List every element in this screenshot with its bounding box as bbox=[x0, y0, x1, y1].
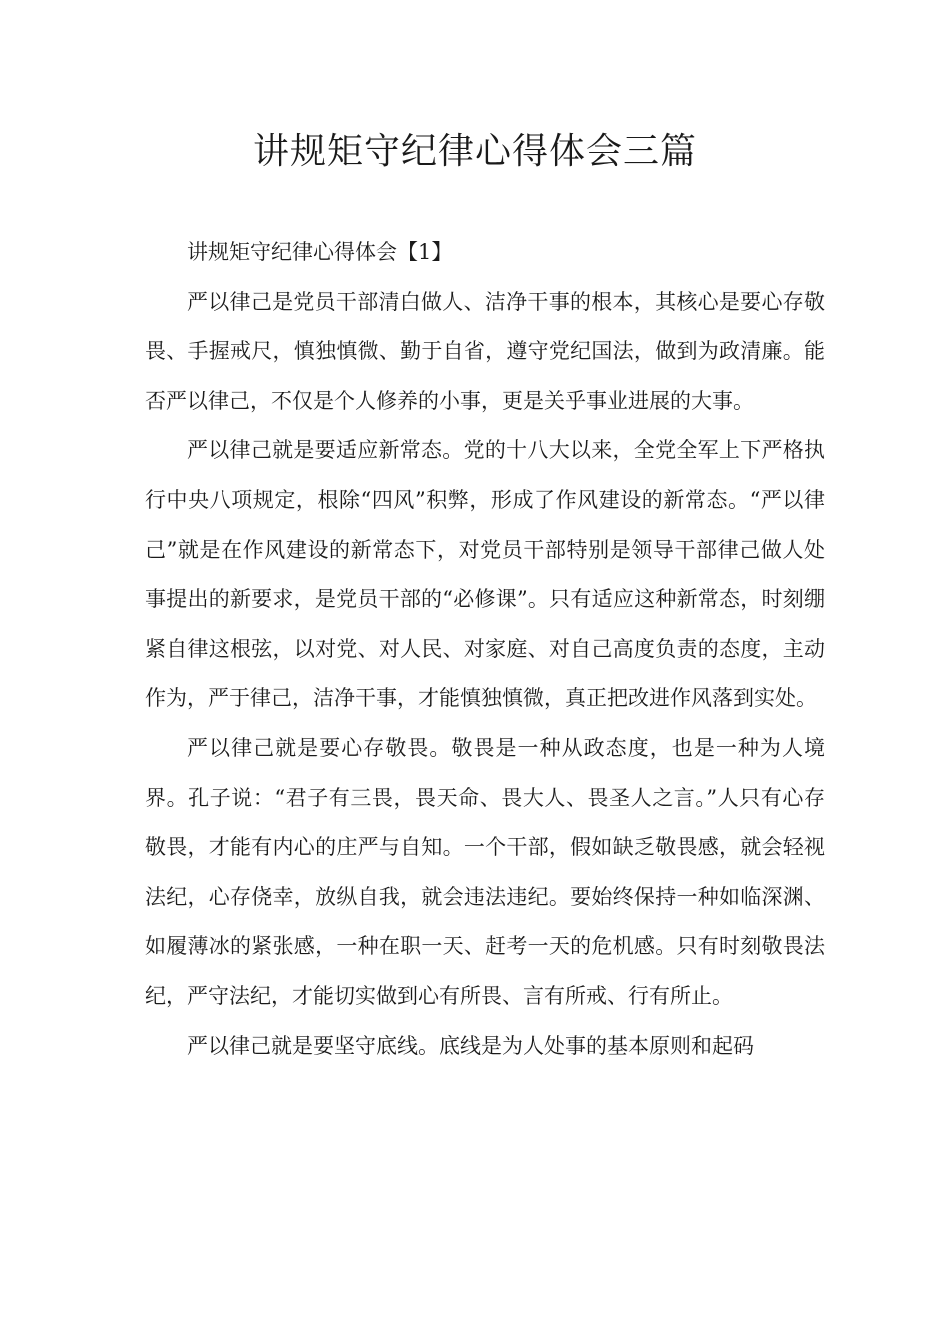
paragraph-2: 严以律己就是要适应新常态。党的十八大以来，全党全军上下严格执行中央八项规定，根除“四风”积弊，形成了作风建设的新常态。“严以律己”就是在作风建设的新常态下，对党员干部特别是领导干部律己做人处事提出的新要求，是党员干部的“必修课”。只有适应这种新常态，时刻绷紧自律这根弦，以对党、对人民、对家庭、对自己高度负责的态度，主动作为，严于律己，洁净干事，才能慎独慎微，真正把改进作风落到实处。 bbox=[145, 438, 825, 711]
paragraph-1: 严以律己是党员干部清白做人、洁净干事的根本，其核心是要心存敬畏、手握戒尺，慎独慎微、勤于自省，遵守党纪国法，做到为政清廉。能否严以律己，不仅是个人修养的小事，更是关乎事业进展的大事。 bbox=[145, 289, 825, 413]
document-title: 讲规矩守纪律心得体会三篇 bbox=[252, 131, 697, 172]
section-heading: 讲规矩守纪律心得体会【1】 bbox=[187, 240, 453, 264]
paragraph-3: 严以律己就是要心存敬畏。敬畏是一种从政态度，也是一种为人境界。孔子说：“君子有三畏，畏天命、畏大人、畏圣人之言。”人只有心存敬畏，才能有内心的庄严与自知。一个干部，假如缺乏敬畏感，就会轻视法纪，心存侥幸，放纵自我，就会违法违纪。要始终保持一种如临深渊、如履薄冰的紧张感，一种在职一天、赶考一天的危机感。只有时刻敬畏法纪，严守法纪，才能切实做到心有所畏、言有所戒、行有所止。 bbox=[145, 735, 825, 1008]
document-body bbox=[145, 228, 825, 1071]
paragraph-4: 严以律己就是要坚守底线。底线是为人处事的基本原则和起码 bbox=[187, 1033, 754, 1058]
